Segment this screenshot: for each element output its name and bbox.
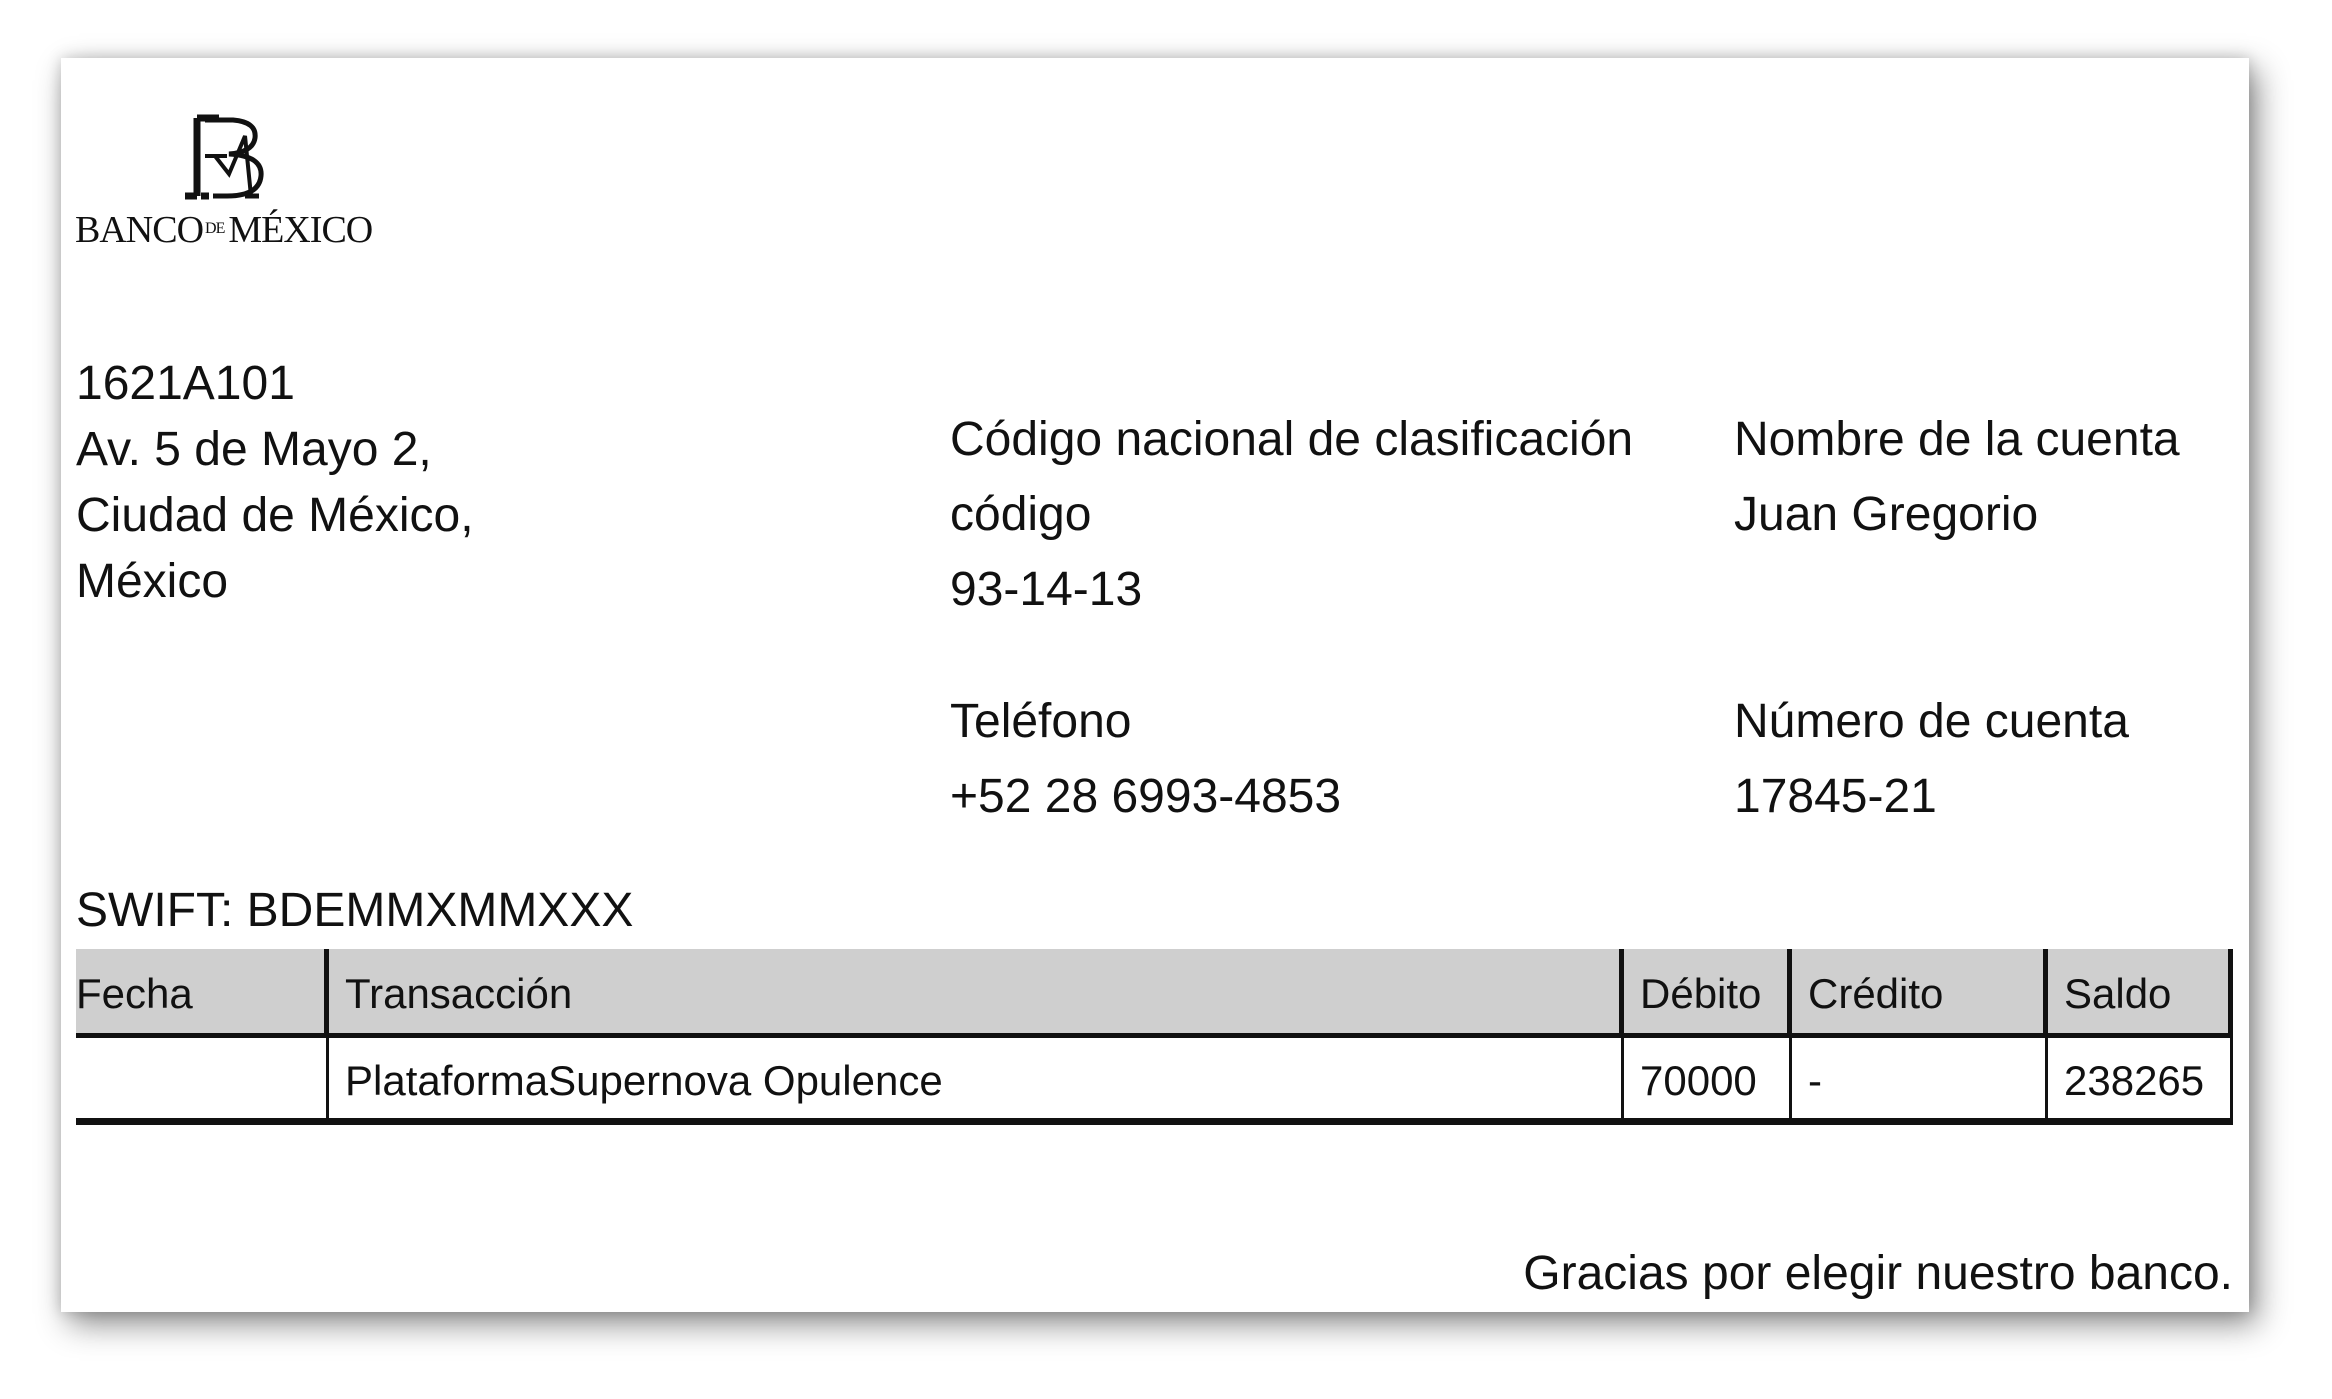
phone-value: +52 28 6993-4853 — [950, 770, 1342, 823]
column-divider — [2228, 949, 2233, 1038]
header-credit: Crédito — [1808, 970, 1944, 1017]
column-divider — [2045, 1038, 2048, 1118]
account-number-value: 17845-21 — [1734, 770, 1937, 823]
footer-thanks: Gracias por elegir nuestro banco. — [1523, 1247, 2233, 1300]
phone-label: Teléfono — [950, 695, 1132, 748]
bank-address — [76, 351, 474, 615]
account-number-block — [1734, 684, 2129, 834]
swift-code: SWIFT: BDEMMXMMXXX — [76, 884, 634, 937]
header-transaction: Transacción — [345, 970, 573, 1017]
column-divider — [2043, 949, 2048, 1038]
column-divider — [1789, 1038, 1792, 1118]
bank-monogram-icon — [175, 112, 275, 202]
account-number-label: Número de cuenta — [1734, 695, 2129, 748]
bank-logo-text-left: BANCO — [75, 209, 204, 251]
sort-code-block — [950, 402, 1633, 627]
bank-logo-text-right: MÉXICO — [228, 209, 373, 251]
cell-balance: 238265 — [2064, 1057, 2205, 1104]
column-divider — [2230, 1038, 2233, 1118]
address-line: México — [76, 555, 229, 608]
bank-logo-text-de: DE — [205, 220, 225, 237]
header-balance: Saldo — [2064, 970, 2172, 1017]
transactions-table — [76, 949, 2233, 1187]
column-divider — [1787, 949, 1792, 1038]
table-row — [76, 1038, 2233, 1125]
cell-transaction: PlataformaSupernova Opulence — [345, 1057, 943, 1104]
header-date: Fecha — [76, 970, 193, 1017]
account-name-value: Juan Gregorio — [1734, 488, 2039, 541]
phone-block — [950, 684, 1341, 834]
bank-statement — [61, 58, 2249, 1312]
cell-credit: - — [1808, 1057, 1822, 1104]
sort-code-label-cont: código — [950, 488, 1092, 541]
address-line: 1621A101 — [76, 357, 295, 410]
bank-logo — [75, 112, 385, 272]
table-header — [76, 949, 2233, 1038]
column-divider — [1621, 1038, 1624, 1118]
cell-date — [76, 1038, 329, 1118]
header-debit: Débito — [1640, 970, 1762, 1017]
account-name-block — [1734, 402, 2180, 552]
sort-code-label: Código nacional de clasificación — [950, 413, 1634, 466]
account-name-label: Nombre de la cuenta — [1734, 413, 2180, 466]
sort-code-value: 93-14-13 — [950, 563, 1143, 616]
address-line: Av. 5 de Mayo 2, — [76, 423, 432, 476]
address-line: Ciudad de México, — [76, 489, 474, 542]
column-divider — [326, 1038, 329, 1118]
bank-logo-text — [75, 208, 372, 252]
column-divider — [324, 949, 329, 1038]
column-divider — [1619, 949, 1624, 1038]
cell-debit: 70000 — [1640, 1057, 1757, 1104]
